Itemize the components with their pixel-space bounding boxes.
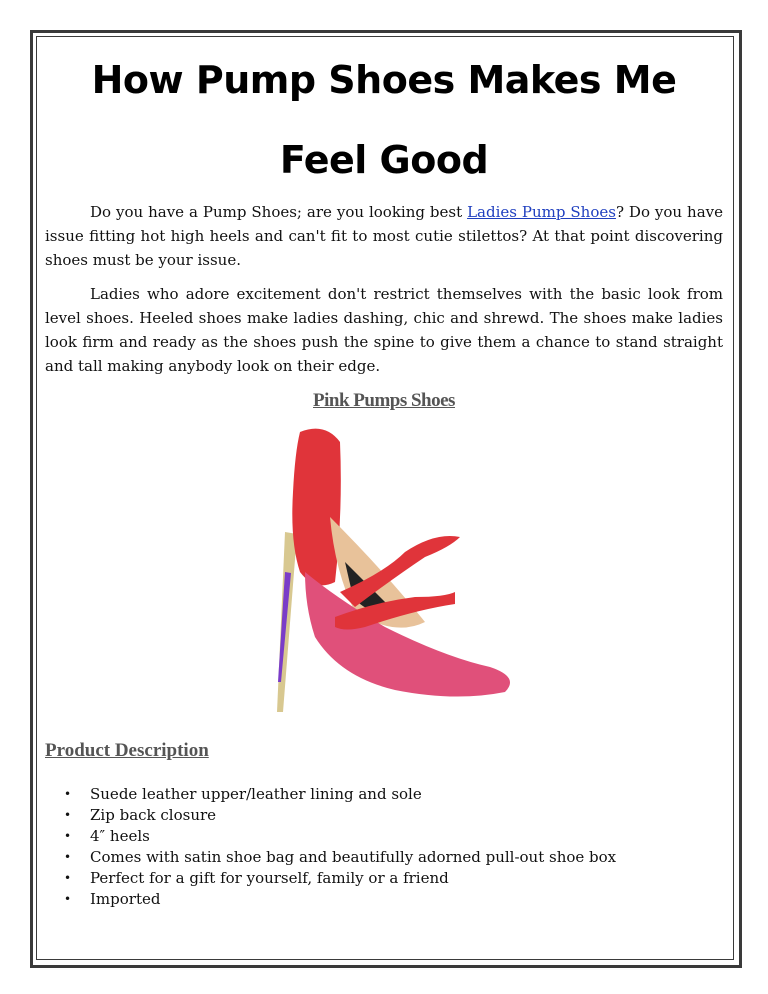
title-line-2: Feel Good [279,138,489,182]
bullet-icon: • [64,850,72,864]
list-item [64,889,723,910]
bullet-icon: • [64,808,72,822]
shoe-heel [277,532,297,712]
feature-text: Suede leather upper/leather lining and sole [90,785,422,803]
shoe-back [292,429,341,586]
feature-text: Imported [90,890,161,908]
list-item [64,826,723,847]
document-body [45,40,723,910]
intro-paragraph [45,200,723,272]
image-heading: Pink Pumps Shoes [313,390,455,411]
pink-pump-shoe-image [245,422,545,712]
bullet-icon: • [64,892,72,906]
feature-text: Zip back closure [90,806,217,824]
body-paragraph: Ladies who adore excitement don't restrict themselves with the basic look from level shoes. Heeled shoes make ladies dashing, chic and shrewd. The shoes make ladies look firm and ready as the shoes push the spine to give them a chance to stand straight and tall making anybody look on their edge. [45,285,723,375]
list-item [64,847,723,868]
intro-text-start: Do you have a Pump Shoes; are you looking best [90,203,468,221]
product-image [45,422,723,722]
feature-text: 4″ heels [90,827,150,845]
shoe-vamp [305,572,510,697]
bullet-icon: • [64,871,72,885]
intro-text-end: ? Do you have issue fitting hot high heels and can't fit to most cutie stilettos? At that point discovering shoes must be your issue. [45,203,723,269]
title-line-1: How Pump Shoes Makes Me [91,58,677,102]
list-item [64,805,723,826]
bullet-icon: • [64,829,72,843]
feature-text: Perfect for a gift for yourself, family or a friend [90,869,449,887]
product-description-heading: Product Description [45,740,209,761]
ladies-pump-shoes-link[interactable]: Ladies Pump Shoes [467,203,616,221]
list-item [64,784,723,805]
bullet-icon: • [64,787,72,801]
page-title [45,40,723,200]
feature-text: Comes with satin shoe bag and beautifully adorned pull-out shoe box [90,848,617,866]
feature-list [45,784,723,910]
list-item [64,868,723,889]
